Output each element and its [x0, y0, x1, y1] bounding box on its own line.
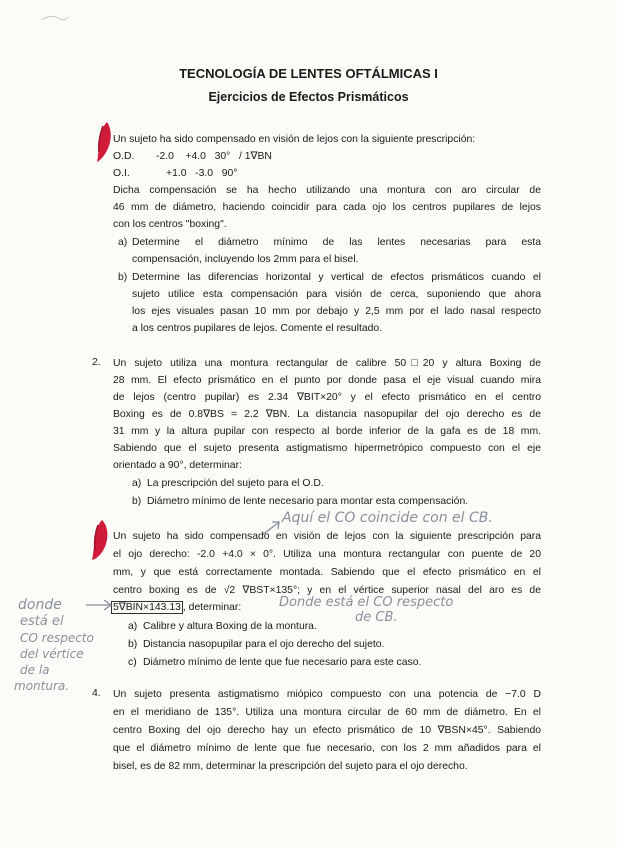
handwritten-note-de-cb: de CB.	[355, 610, 398, 625]
ex1-body-1: Dicha compensación se ha hecho utilizando una montura con aro circular de	[113, 185, 541, 196]
ex1-oi-rx: +1.0 -3.0 90°	[166, 168, 238, 179]
ex2-b-text: Diámetro mínimo de lente necesario para montar esta compensación.	[147, 496, 469, 507]
ex1-od-rx: -2.0 +4.0 30° / 1∇BN	[156, 151, 272, 162]
handwritten-note-co-cb: Aquí el CO coincide con el CB.	[282, 510, 493, 526]
ex2-line-2: 28 mm. El efecto prismático en el punto por donde pasa el eje visual cuando mira	[113, 375, 541, 386]
margin-note-4: del vértice	[20, 647, 84, 661]
ex1-b-line-4: a los centros pupilares de lejos. Comente el resultado.	[132, 323, 383, 334]
ex1-od-label: O.D.	[113, 151, 135, 162]
ex3-b-text: Distancia nasopupilar para el ojo derecho del sujeto.	[143, 639, 385, 650]
margin-note-3: CO respecto	[20, 631, 94, 645]
margin-note-6: montura.	[14, 679, 70, 693]
ex1-b-line-2: sujeto utilice esta compensación para visión de cerca, suponiendo que ahora	[132, 289, 541, 300]
ex4-line-1: Un sujeto presenta astigmatismo miópico compuesto con una potencia de −7.0 D	[113, 689, 541, 700]
pencil-arrow-2	[84, 598, 114, 612]
ex3-determinar: , determinar:	[182, 602, 242, 613]
ex1-body-2: 46 mm de diámetro, haciendo coincidir para cada ojo los centros pupilares de lejos	[113, 202, 541, 213]
ex1-b-line-1: Determine las diferencias horizontal y vertical de efectos prismáticos cuando el	[132, 272, 541, 283]
margin-note-1: donde	[18, 597, 62, 613]
ex2-a-text: La prescripción del sujeto para el O.D.	[147, 478, 324, 489]
ex3-line-3: mm, y que está correctamente montada. Sabiendo que el efecto prismático en el	[113, 567, 541, 578]
ex2-b-label: b)	[132, 496, 142, 507]
ex3-a-text: Calibre y altura Boxing de la montura.	[143, 621, 317, 632]
ex1-a-line-2: compensación, incluyendo los 2mm para el bisel.	[132, 254, 359, 265]
ex1-oi-label: O.I.	[113, 168, 130, 179]
document-title: TECNOLOGÍA DE LENTES OFTÁLMICAS I	[179, 66, 438, 81]
ex3-a-label: a)	[128, 621, 138, 632]
ex4-line-2: en el meridiano de 135°. Utiliza una montura circular de 60 mm de diámetro. En el	[113, 707, 541, 718]
document-subtitle: Ejercicios de Efectos Prismáticos	[208, 90, 409, 104]
ex3-c-text: Diámetro mínimo de lente que fue necesario para este caso.	[143, 657, 422, 668]
ex3-line-4: centro boxing es de √2 ∇BST×135°; y en el vértice superior nasal del aro es de	[113, 585, 541, 596]
ex2-a-label: a)	[132, 478, 142, 489]
ex3-b-label: b)	[128, 639, 138, 650]
ex1-b-label: b)	[118, 272, 128, 283]
ex2-line-4: Boxing es de 0.8∇BS = 2.2 ∇BN. La distancia nasopupilar del ojo derecho es de	[113, 409, 541, 420]
ex4-line-4: que el diámetro mínimo de lente que fue necesario, con los 2 mm añadidos para el	[113, 743, 541, 754]
ex1-b-line-3: los ejes visuales pasan 10 mm por debajo y 2,5 mm por el lado nasal respecto	[132, 306, 541, 317]
margin-note-5: de la	[20, 663, 50, 677]
ex3-line-1: Un sujeto ha sido compensado en visión de lejos con la siguiente prescripción para	[113, 531, 541, 542]
ex2-line-3: de lejos (centro pupilar) es 2.34 ∇BIT×20° y el efecto prismático en el centro	[113, 392, 541, 403]
ex2-line-6: Sabiendo que el sujeto presenta astigmatismo hipermetrópico compuesto con el eje	[113, 443, 541, 454]
ex1-a-label: a)	[118, 237, 128, 248]
red-marker-blot-3	[88, 518, 112, 562]
ex4-number: 4.	[92, 688, 101, 699]
ex3-line-2: el ojo derecho: -2.0 +4.0 × 0°. Utiliza una montura rectangular con puente de 20	[113, 549, 541, 560]
margin-note-2: está el	[20, 614, 64, 629]
ex2-number: 2.	[92, 357, 101, 368]
ex1-intro: Un sujeto ha sido compensado en visión de lejos con la siguiente prescripción:	[113, 134, 476, 145]
scan-mark	[40, 12, 70, 24]
ex4-line-3: centro Boxing del ojo derecho hay un efecto prismático de 10 ∇BSN×45°. Sabiendo	[113, 725, 541, 736]
ex3-c-label: c)	[128, 657, 137, 668]
handwritten-note-donde-co: Donde está el CO respecto	[279, 595, 454, 610]
ex4-line-5: bisel, es de 82 mm, determinar la prescripción del sujeto para el ojo derecho.	[113, 761, 468, 772]
ex2-line-7: orientado a 90°, determinar:	[113, 460, 242, 471]
ex2-line-1: Un sujeto utiliza una montura rectangular de calibre 50□20 y altura Boxing de	[113, 358, 541, 369]
ex1-body-3: con los centros "boxing".	[113, 219, 227, 230]
ex2-line-5: 31 mm y la altura pupilar con respecto al borde inferior de la gafa es de 18 mm.	[113, 426, 541, 437]
ex3-boxed-value: 5∇BIN×143.13	[113, 602, 181, 613]
ex3-line-5	[111, 601, 241, 614]
ex1-a-line-1: Determine el diámetro mínimo de las lentes necesarias para esta	[132, 237, 541, 248]
